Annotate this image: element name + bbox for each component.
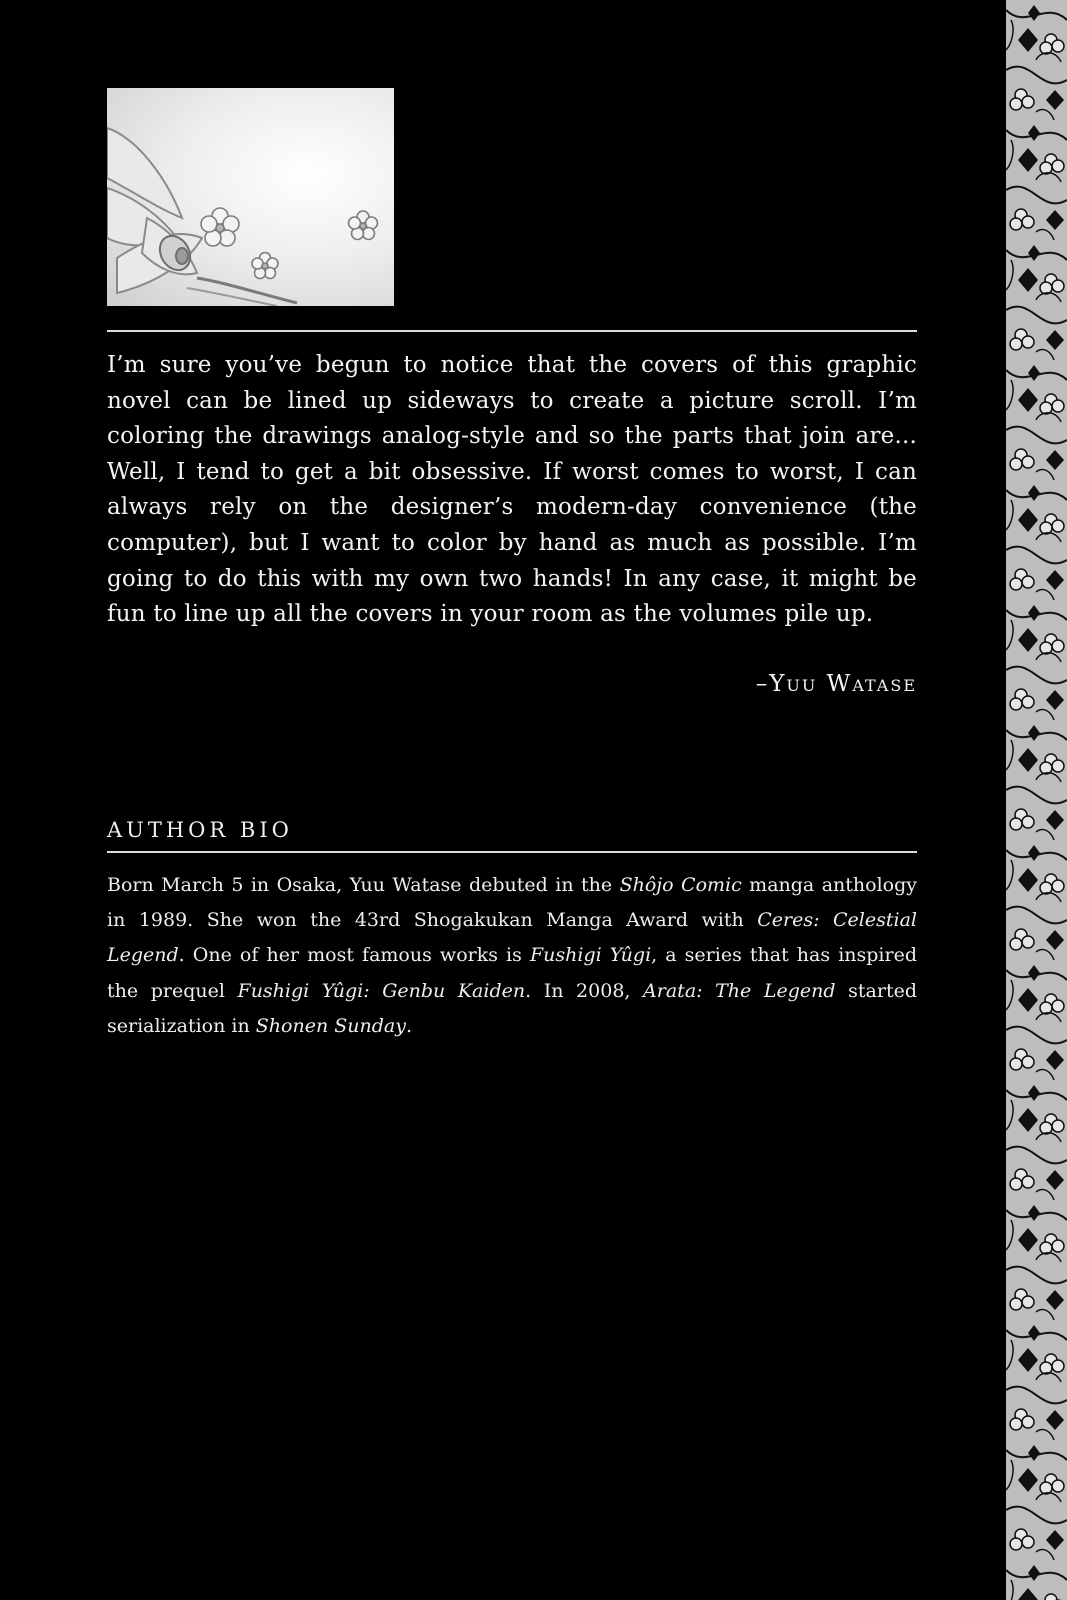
bio-text-3: . One of her most famous works is xyxy=(178,944,530,967)
bio-title-fushigi-yugi: Fushigi Yûgi xyxy=(529,944,652,967)
flower-illustration xyxy=(107,88,394,306)
bio-text-4: , a series that has inspired the prequel xyxy=(107,944,917,1002)
floral-border-strip xyxy=(1006,0,1067,1600)
author-message: I’m sure you’ve begun to notice that the covers of this graphic novel can be lined up sideways to create a picture scroll. I’m coloring the drawings analog-style and so the parts that join are... Well, I tend to get a bit obsessive. If worst comes to worst, I can always rely on the designer’s modern-day convenience (the computer), but I want to color by hand as much as possible. I’m going to do this with my own two hands! In any case, it might be fun to line up all the covers in your room as the volumes pile up. xyxy=(107,352,917,628)
bio-title-genbu-kaiden: Fushigi Yûgi: Genbu Kaiden xyxy=(237,979,526,1002)
bio-text-6: started serialization in xyxy=(107,979,917,1037)
bio-title-shojo-comic: Shôjo Comic xyxy=(619,874,742,896)
top-divider xyxy=(107,330,917,332)
bio-divider xyxy=(107,851,917,853)
bio-text-5: . In 2008, xyxy=(525,979,644,1002)
bio-text-7: . xyxy=(405,1014,412,1037)
bio-title-ceres: Ceres: Celestial Legend xyxy=(107,909,917,967)
author-bio-heading: AUTHOR BIO xyxy=(107,818,293,842)
bio-title-arata: Arata: The Legend xyxy=(643,979,836,1002)
author-signature: –Yuu Watase xyxy=(755,671,917,697)
bio-text-1: Born March 5 in Osaka, Yuu Watase debuted in the xyxy=(107,874,620,896)
bio-text-2: manga anthology in 1989. She won the 43rd Shogakukan Manga Award with xyxy=(107,874,917,932)
floral-pattern-icon xyxy=(1006,0,1067,1600)
author-bio-text xyxy=(107,868,917,1044)
bio-title-shonen-sunday: Shonen Sunday xyxy=(255,1014,406,1037)
flower-illustration-art xyxy=(107,88,394,306)
